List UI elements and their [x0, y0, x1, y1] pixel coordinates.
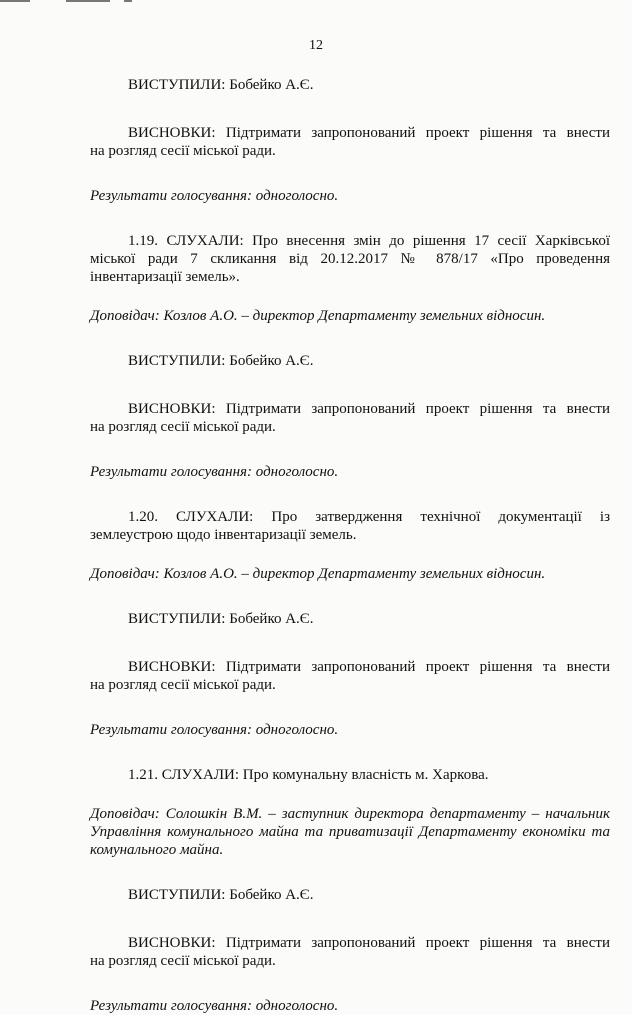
conclusion-line: ВИСНОВКИ: Підтримати запропонований проект рішення та внести: [128, 125, 610, 141]
heard-line: землеустрою щодо інвентаризації земель.: [90, 527, 357, 543]
document-body: [90, 76, 610, 1015]
speaker-line: Доповідач: Козлов А.О. – директор Департаменту земельних відносин.: [90, 566, 546, 582]
scan-edge-mark: [124, 0, 132, 2]
heard-item-1-21: 1.21. СЛУХАЛИ: Про комунальну власність м. Харкова.: [128, 767, 489, 783]
spoke-line: ВИСТУПИЛИ: Бобейко А.Є.: [128, 887, 314, 903]
conclusion-line: ВИСНОВКИ: Підтримати запропонований проект рішення та внести: [128, 401, 610, 417]
vote-result: Результати голосування: одноголосно.: [90, 722, 339, 738]
conclusion-line: ВИСНОВКИ: Підтримати запропонований проект рішення та внести: [128, 659, 610, 675]
conclusion-line: на розгляд сесії міської ради.: [90, 677, 276, 693]
conclusion-line: на розгляд сесії міської ради.: [90, 419, 276, 435]
conclusion-line: на розгляд сесії міської ради.: [90, 953, 276, 969]
scan-edge-mark: [66, 0, 110, 2]
heard-line: 1.20. СЛУХАЛИ: Про затвердження технічної документації із: [128, 509, 610, 525]
conclusion-line: ВИСНОВКИ: Підтримати запропонований проект рішення та внести: [128, 935, 610, 951]
speaker-line: Доповідач: Козлов А.О. – директор Департаменту земельних відносин.: [90, 308, 546, 324]
conclusion-block: [90, 934, 610, 970]
spoke-line: ВИСТУПИЛИ: Бобейко А.Є.: [128, 611, 314, 627]
heard-item-1-19: 1.19. СЛУХАЛИ: Про внесення змін до рішення 17 сесії Харківської міської ради 7 скликання від 20.12.2017 № 878/17 «Про проведення інвентаризації земель».: [90, 233, 610, 285]
page-number: 12: [309, 38, 323, 53]
conclusion-block: [90, 400, 610, 436]
vote-result: Результати голосування: одноголосно.: [90, 188, 339, 204]
speaker-line: Доповідач: Солошкін В.М. – заступник директора департаменту – начальник Управління комунального майна та приватизації Департаменту економіки та комунального майна.: [90, 806, 610, 858]
spoke-line: ВИСТУПИЛИ: Бобейко А.Є.: [128, 353, 314, 369]
scan-edge-mark: [0, 0, 30, 2]
spoke-line: ВИСТУПИЛИ: Бобейко А.Є.: [128, 77, 314, 93]
heard-item-1-20: [90, 508, 610, 544]
conclusion-block: [90, 124, 610, 160]
conclusion-block: [90, 658, 610, 694]
conclusion-line: на розгляд сесії міської ради.: [90, 143, 276, 159]
vote-result: Результати голосування: одноголосно.: [90, 998, 339, 1014]
vote-result: Результати голосування: одноголосно.: [90, 464, 339, 480]
